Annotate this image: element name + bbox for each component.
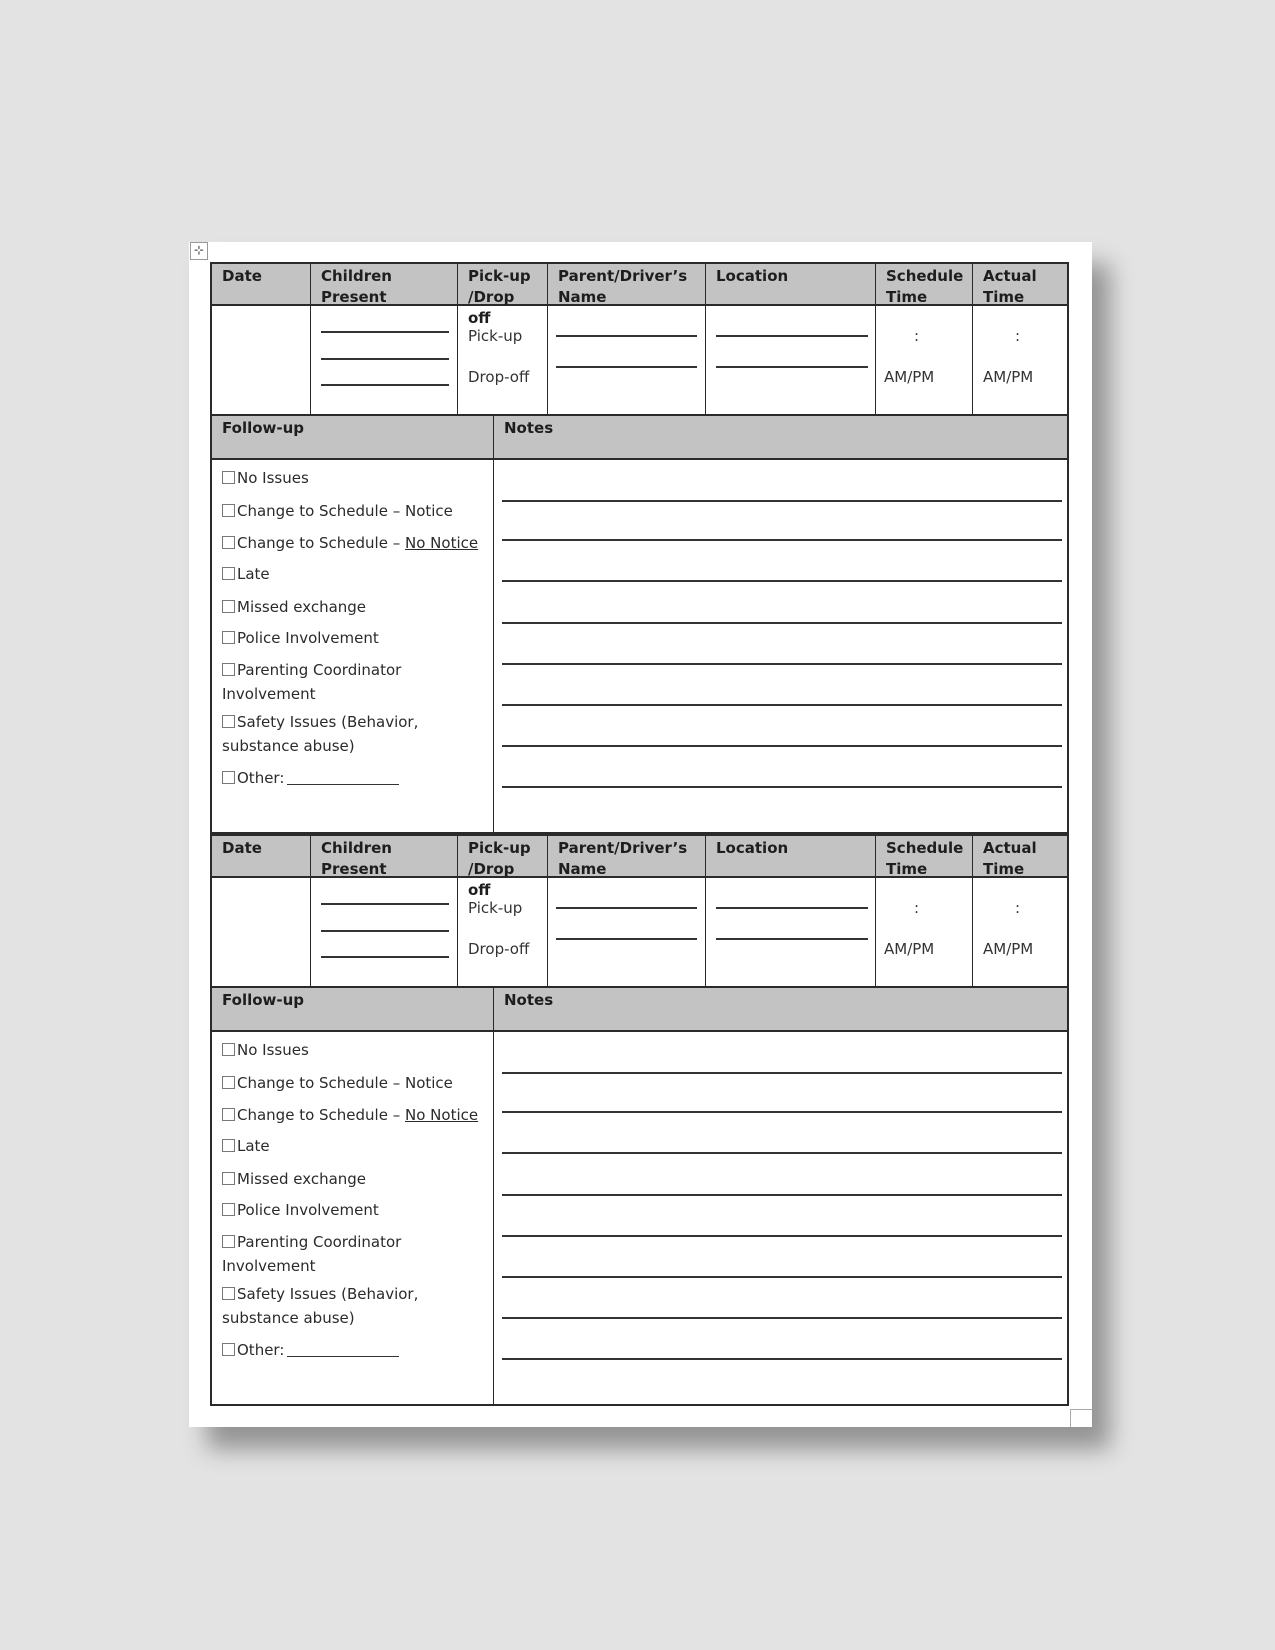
- header-date: Date: [212, 836, 311, 876]
- option-label: Other:: [237, 769, 285, 787]
- checkbox-icon[interactable]: [222, 1043, 235, 1056]
- ampm-label: AM/PM: [983, 940, 1034, 958]
- checkbox-icon[interactable]: [222, 715, 235, 728]
- form-page: [189, 242, 1092, 1427]
- table-resize-handle-icon[interactable]: [1070, 1409, 1092, 1427]
- note-line: [502, 1276, 1062, 1278]
- notes-area[interactable]: [494, 1032, 1067, 1404]
- note-line: [502, 786, 1062, 788]
- option-label-underlined: No Notice: [405, 1106, 479, 1124]
- checkbox-icon[interactable]: [222, 1343, 235, 1356]
- note-line: [502, 1358, 1062, 1360]
- parent-field[interactable]: [548, 306, 706, 414]
- followup-body-row: [210, 460, 1069, 834]
- option-label: Change to Schedule – Notice: [237, 1074, 453, 1092]
- note-line: [502, 745, 1062, 747]
- checkbox-icon[interactable]: [222, 1139, 235, 1152]
- parent-line: [556, 335, 697, 337]
- header-parent: Parent/Driver’s Name: [548, 264, 706, 304]
- location-field[interactable]: [706, 306, 876, 414]
- followup-options: [212, 460, 494, 832]
- location-line: [716, 907, 868, 909]
- location-line: [716, 938, 868, 940]
- option-late[interactable]: [222, 1134, 487, 1158]
- note-line: [502, 1072, 1062, 1074]
- header-children: Children Present: [311, 836, 458, 876]
- option-change-notice[interactable]: [222, 1071, 487, 1095]
- followup-header-row: [210, 988, 1069, 1032]
- checkbox-icon[interactable]: [222, 1172, 235, 1185]
- table-move-handle-icon[interactable]: ⊹: [190, 242, 208, 260]
- note-line: [502, 622, 1062, 624]
- note-line: [502, 539, 1062, 541]
- other-blank[interactable]: [287, 771, 399, 785]
- header-parent: Parent/Driver’s Name: [548, 836, 706, 876]
- option-parenting[interactable]: [222, 658, 422, 706]
- child-line: [321, 384, 449, 386]
- child-line: [321, 903, 449, 905]
- ampm-label: AM/PM: [983, 368, 1034, 386]
- note-line: [502, 580, 1062, 582]
- header-location: Location: [706, 264, 876, 304]
- child-line: [321, 358, 449, 360]
- header-actual: Actual Time: [983, 267, 1037, 306]
- date-field[interactable]: [212, 878, 311, 986]
- checkbox-icon[interactable]: [222, 1287, 235, 1300]
- note-line: [502, 704, 1062, 706]
- option-label-underlined: No Notice: [405, 534, 479, 552]
- actual-time-field[interactable]: [973, 306, 1067, 414]
- checkbox-icon[interactable]: [222, 1076, 235, 1089]
- option-missed[interactable]: [222, 595, 487, 619]
- option-label: Parenting Coordinator Involvement: [222, 1233, 402, 1275]
- header-pickup-dropoff: Pick-up /Drop off: [458, 836, 548, 876]
- schedule-time-field[interactable]: [876, 878, 973, 986]
- child-line: [321, 956, 449, 958]
- checkbox-icon[interactable]: [222, 663, 235, 676]
- option-label: Missed exchange: [237, 1170, 367, 1188]
- header-children: Children Present: [311, 264, 458, 304]
- time-colon: :: [1015, 327, 1021, 345]
- body-row: [210, 878, 1069, 988]
- checkbox-icon[interactable]: [222, 504, 235, 517]
- schedule-time-field[interactable]: [876, 306, 973, 414]
- option-missed[interactable]: [222, 1167, 487, 1191]
- parent-line: [556, 366, 697, 368]
- followup-header: Follow-up: [212, 416, 494, 458]
- option-label: Other:: [237, 1341, 285, 1359]
- pickup-label: Pick-up: [468, 899, 523, 917]
- dropoff-label: Drop-off: [468, 940, 530, 958]
- note-line: [502, 663, 1062, 665]
- checkbox-icon[interactable]: [222, 631, 235, 644]
- option-no-issues[interactable]: [222, 466, 487, 490]
- header-location: Location: [706, 836, 876, 876]
- header-schedule: Schedule Time: [876, 264, 973, 304]
- option-label: Parenting Coordinator Involvement: [222, 661, 402, 703]
- pickup-dropoff-field[interactable]: [458, 306, 548, 414]
- option-safety[interactable]: [222, 710, 432, 758]
- header-actual: Actual Time: [983, 839, 1037, 878]
- header-row: [210, 262, 1069, 327]
- option-safety[interactable]: [222, 1282, 432, 1330]
- location-field[interactable]: [706, 878, 876, 986]
- option-label: Change to Schedule –: [237, 534, 405, 552]
- option-label: Missed exchange: [237, 598, 367, 616]
- checkbox-icon[interactable]: [222, 1108, 235, 1121]
- exchange-entry-1: [210, 262, 1069, 834]
- dropoff-label: Drop-off: [468, 368, 530, 386]
- header-date: Date: [212, 264, 311, 304]
- option-label: Late: [237, 565, 270, 583]
- option-label: Safety Issues (Behavior, substance abuse): [222, 713, 419, 755]
- child-line: [321, 930, 449, 932]
- option-change-no-notice[interactable]: [222, 531, 487, 555]
- followup-options: [212, 1032, 494, 1404]
- note-line: [502, 1111, 1062, 1113]
- checkbox-icon[interactable]: [222, 567, 235, 580]
- pickup-label: Pick-up: [468, 327, 523, 345]
- note-line: [502, 1194, 1062, 1196]
- parent-field[interactable]: [548, 878, 706, 986]
- date-field[interactable]: [212, 306, 311, 414]
- location-line: [716, 335, 868, 337]
- children-field[interactable]: [311, 306, 458, 414]
- option-police[interactable]: [222, 626, 487, 650]
- location-line: [716, 366, 868, 368]
- notes-header: Notes: [504, 419, 554, 437]
- ampm-label: AM/PM: [884, 940, 935, 958]
- checkbox-icon[interactable]: [222, 1203, 235, 1216]
- time-colon: :: [1015, 899, 1021, 917]
- pickup-dropoff-field[interactable]: [458, 878, 548, 986]
- exchange-entry-2: [210, 834, 1069, 1406]
- actual-time-field[interactable]: [973, 878, 1067, 986]
- option-label: Change to Schedule –: [237, 1106, 405, 1124]
- option-label: No Issues: [237, 1041, 309, 1059]
- checkbox-icon[interactable]: [222, 600, 235, 613]
- children-field[interactable]: [311, 878, 458, 986]
- parent-line: [556, 938, 697, 940]
- option-late[interactable]: [222, 562, 487, 586]
- note-line: [502, 1317, 1062, 1319]
- notes-area[interactable]: [494, 460, 1067, 832]
- note-line: [502, 1152, 1062, 1154]
- option-label: Late: [237, 1137, 270, 1155]
- note-line: [502, 500, 1062, 502]
- header-row: [210, 834, 1069, 899]
- checkbox-icon[interactable]: [222, 1235, 235, 1248]
- option-change-notice[interactable]: [222, 499, 487, 523]
- option-label: Change to Schedule – Notice: [237, 502, 453, 520]
- parent-line: [556, 907, 697, 909]
- ampm-label: AM/PM: [884, 368, 935, 386]
- checkbox-icon[interactable]: [222, 536, 235, 549]
- option-label: Safety Issues (Behavior, substance abuse): [222, 1285, 419, 1327]
- followup-header: Follow-up: [212, 988, 494, 1030]
- child-line: [321, 331, 449, 333]
- checkbox-icon[interactable]: [222, 771, 235, 784]
- other-blank[interactable]: [287, 1343, 399, 1357]
- option-other[interactable]: [222, 1338, 487, 1362]
- notes-header: Notes: [504, 991, 554, 1009]
- option-no-issues[interactable]: [222, 1038, 487, 1062]
- header-schedule: Schedule Time: [876, 836, 973, 876]
- checkbox-icon[interactable]: [222, 471, 235, 484]
- followup-body-row: [210, 1032, 1069, 1406]
- option-change-no-notice[interactable]: [222, 1103, 487, 1127]
- time-colon: :: [914, 899, 920, 917]
- option-label: Police Involvement: [237, 1201, 379, 1219]
- note-line: [502, 1235, 1062, 1237]
- option-parenting[interactable]: [222, 1230, 422, 1278]
- time-colon: :: [914, 327, 920, 345]
- header-pickup-dropoff: Pick-up /Drop off: [458, 264, 548, 304]
- option-police[interactable]: [222, 1198, 487, 1222]
- followup-header-row: [210, 416, 1069, 460]
- body-row: [210, 306, 1069, 416]
- option-label: Police Involvement: [237, 629, 379, 647]
- option-label: No Issues: [237, 469, 309, 487]
- option-other[interactable]: [222, 766, 487, 790]
